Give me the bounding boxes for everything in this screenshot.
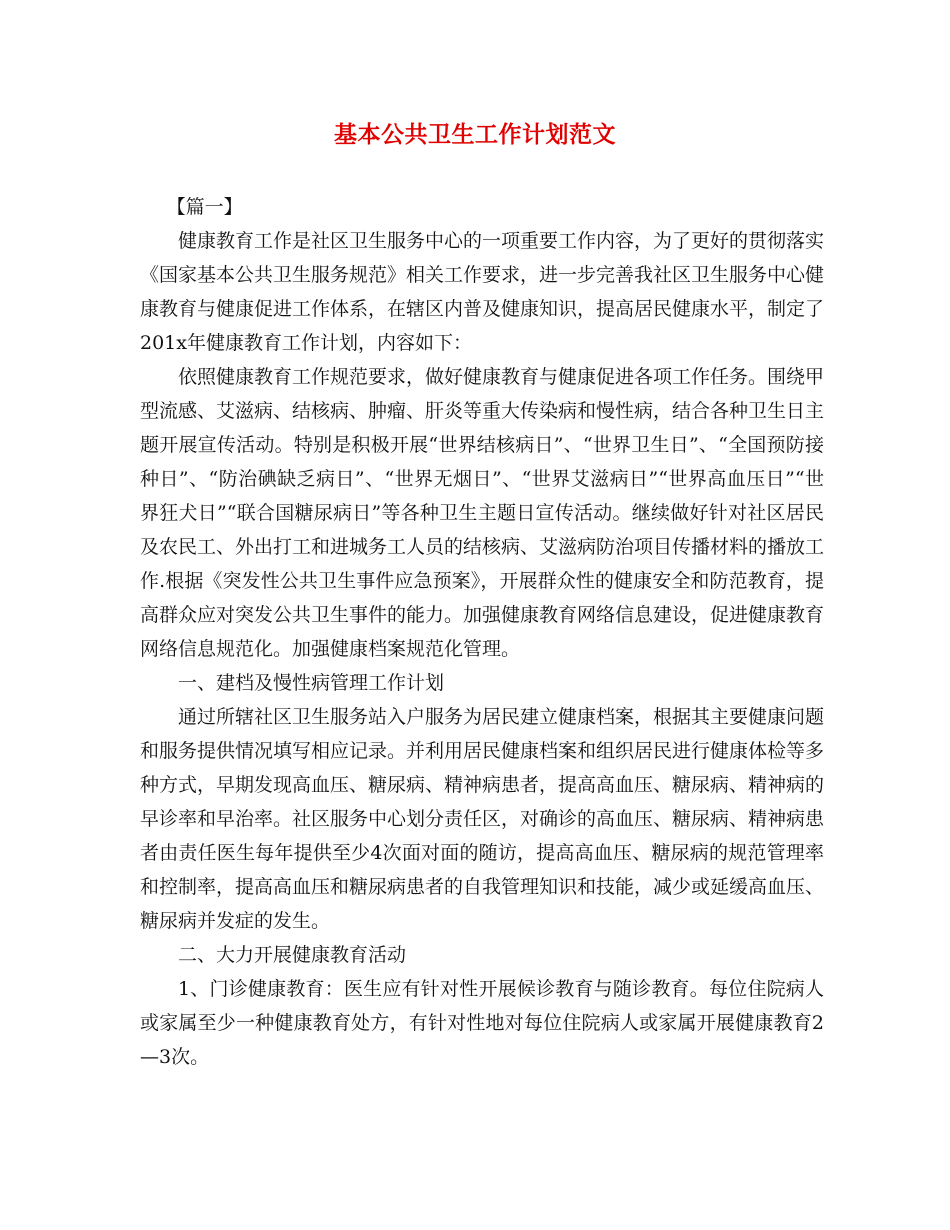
paragraph-intro: 健康教育工作是社区卫生服务中心的一项重要工作内容，为了更好的贯彻落实《国家基本公共卫生服务规范》相关工作要求，进一步完善我社区卫生服务中心健康教育与健康促进工作体系，在辖区内普及健康知识，提高居民健康水平，制定了201x年健康教育工作计划，内容如下： bbox=[140, 230, 825, 354]
paragraph-outpatient-education: 1、门诊健康教育：医生应有针对性开展候诊教育与随诊教育。每位住院病人或家属至少一种健康教育处方，有针对性地对每位住院病人或家属开展健康教育2—3次。 bbox=[140, 978, 824, 1068]
document-title: 基本公共卫生工作计划范文 bbox=[334, 121, 616, 148]
document-body bbox=[140, 190, 824, 1074]
section-heading-2: 二、大力开展健康教育活动 bbox=[178, 944, 407, 966]
paragraph-chronic-disease: 通过所辖社区卫生服务站入户服务为居民建立健康档案，根据其主要健康问题和服务提供情况填写相应记录。并利用居民健康档案和组织居民进行健康体检等多种方式，早期发现高血压、糖尿病、精神病患者，提高高血压、糖尿病、精神病的早诊率和早治率。社区服务中心划分责任区，对确诊的高血压、糖尿病、精神病患者由责任医生每年提供至少4次面对面的随访，提高高血压、糖尿病的规范管理率和控制率，提高高血压和糖尿病患者的自我管理知识和技能，减少或延缓高血压、糖尿病并发症的发生。 bbox=[140, 706, 825, 932]
section-label: 【篇一】 bbox=[166, 196, 243, 218]
section-heading-1: 一、建档及慢性病管理工作计划 bbox=[178, 672, 445, 694]
paragraph-health-education: 依照健康教育工作规范要求，做好健康教育与健康促进各项工作任务。围绕甲型流感、艾滋病、结核病、肿瘤、肝炎等重大传染病和慢性病，结合各种卫生日主题开展宣传活动。特别是积极开展“世界结核病日”、“世界卫生日”、“全国预防接种日”、“防治碘缺乏病日”、“世界无烟日”、“世界艾滋病日”“世界高血压日”“世界狂犬日”“联合国糖尿病日”等各种卫生主题日宣传活动。继续做好针对社区居民及农民工、外出打工和进城务工人员的结核病、艾滋病防治项目传播材料的播放工作.根据《突发性公共卫生事件应急预案》，开展群众性的健康安全和防范教育，提高群众应对突发公共卫生事件的能力。加强健康教育网络信息建设，促进健康教育网络信息规范化。加强健康档案规范化管理。 bbox=[140, 366, 825, 660]
